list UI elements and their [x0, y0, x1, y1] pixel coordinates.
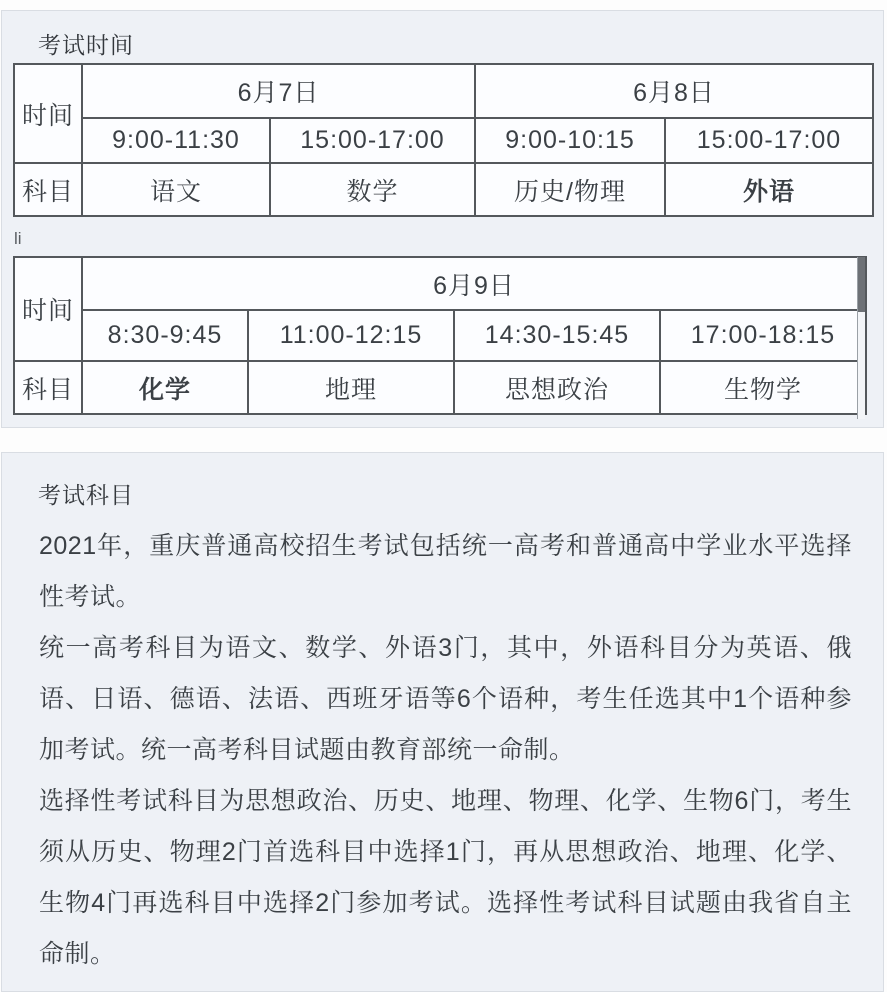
paragraph-selective-exam: 选择性考试科目为思想政治、历史、地理、物理、化学、生物6门，考生须从历史、物理2门首选科目中选择1门，再从思想政治、地理、化学、生物4门再选科目中选择2门参加考试。选择性考试科目试题由我省自主命制。 — [39, 787, 852, 968]
subject-cell: 外语 — [665, 163, 873, 216]
row-header-subject: 科目 — [14, 163, 82, 216]
time-slot-cell: 11:00-12:15 — [248, 310, 454, 361]
subject-cell: 历史/物理 — [475, 163, 665, 216]
exam-subjects-title: 考试科目 — [38, 482, 134, 508]
time-slot-cell: 9:00-10:15 — [475, 118, 665, 163]
subject-cell: 地理 — [248, 361, 454, 414]
row-header-subject: 科目 — [14, 361, 82, 414]
exam-subjects-section — [1, 452, 884, 992]
exam-schedule-table-june7-8 — [13, 63, 874, 217]
time-slot-cell: 14:30-15:45 — [454, 310, 660, 361]
subject-cell: 数学 — [270, 163, 475, 216]
paragraph-overview: 2021年，重庆普通高校招生考试包括统一高考和普通高中学业水平选择性考试。 — [39, 532, 852, 611]
exam-schedule-table-june9 — [13, 256, 867, 415]
date-cell-june7: 6月7日 — [82, 64, 475, 118]
subject-cell: 化学 — [82, 361, 248, 414]
exam-time-section — [1, 10, 884, 428]
paragraph-unified-exam: 统一高考科目为语文、数学、外语3门，其中，外语科目分为英语、俄语、日语、德语、法语、西班牙语等6个语种，考生任选其中1个语种参加考试。统一高考科目试题由教育部统一命制。 — [39, 634, 852, 764]
stray-text: li — [14, 229, 22, 248]
subject-cell: 语文 — [82, 163, 270, 216]
time-slot-cell: 9:00-11:30 — [82, 118, 270, 163]
date-cell-june9: 6月9日 — [82, 257, 866, 310]
date-cell-june8: 6月8日 — [475, 64, 873, 118]
time-slot-cell: 8:30-9:45 — [82, 310, 248, 361]
scrollbar-thumb[interactable] — [858, 257, 865, 312]
exam-time-title: 考试时间 — [38, 32, 134, 58]
time-slot-cell: 15:00-17:00 — [665, 118, 873, 163]
subject-cell: 生物学 — [660, 361, 866, 414]
table-vertical-scrollbar[interactable] — [857, 257, 865, 419]
row-header-time: 时间 — [14, 257, 82, 361]
time-slot-cell: 15:00-17:00 — [270, 118, 475, 163]
subject-cell: 思想政治 — [454, 361, 660, 414]
time-slot-cell: 17:00-18:15 — [660, 310, 866, 361]
row-header-time: 时间 — [14, 64, 82, 163]
exam-subjects-body — [39, 521, 852, 980]
